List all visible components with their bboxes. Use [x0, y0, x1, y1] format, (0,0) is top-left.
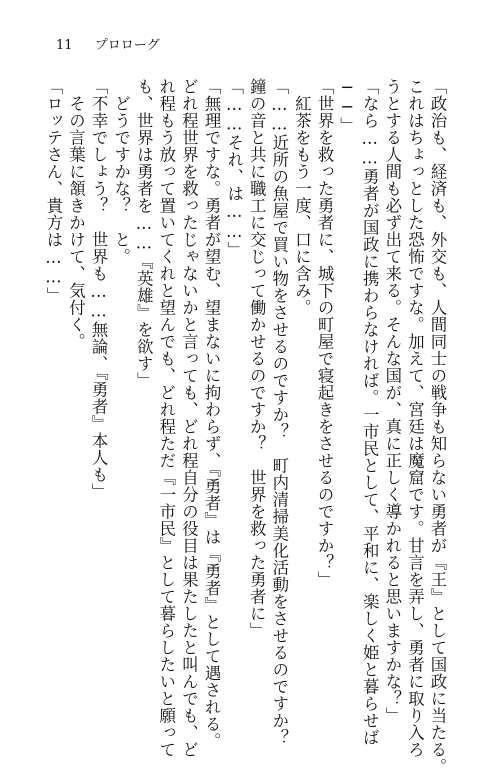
text-line-11: 「無理ですな。勇者が望む、望まないに拘わらず、『勇者』は『勇者』として遇される。 [202, 78, 222, 750]
text-line-13: れ程もう放って置いてくれと望んでも、どれ程ただ『一市民』として暮らしたいと願って [156, 78, 176, 758]
text-line-4: 「なら……勇者が国政に携わらなければ。一市民として、平和に、楽しく姫と暮らせば [360, 78, 380, 747]
text-line-2: これはちょっとした恐怖ですな。加えて、宮廷は魔窟です。甘言を弄し、勇者に取り入ろ [405, 78, 425, 758]
page-header [56, 38, 160, 54]
text-line-12: どれ程世界を救ったじゃないかと言っても、どれ程自分の役目は果たしたと叫んでも、ど [179, 78, 199, 758]
text-line-5: ──」 [337, 78, 357, 135]
text-line-17: その言葉に頷きかけて、気付く。 [66, 78, 86, 350]
text-line-3: うとする人間も必ず出て来る。そんな国が、真に正しく導かれると思いますかな？」 [382, 78, 402, 724]
text-line-15: どうですかな？ と。 [111, 78, 131, 265]
text-line-8: 「……近所の魚屋で買い物をさせるのですか？ 町内清掃美化活動をさせるのですか？ [269, 78, 289, 747]
text-line-16: 「不幸でしょう？ 世界も……無論、『勇者』本人も」 [89, 78, 109, 500]
text-line-9: 鐘の音と共に職工に交じって働かせるのですか？ 世界を救った勇者に」 [247, 78, 267, 639]
chapter-title: プロローグ [94, 38, 160, 53]
text-line-6: 「世界を救った勇者に、城下の町屋で寝起きをさせるのですか？」 [315, 78, 335, 588]
text-line-18: 「ロッテさん、貴方は……」 [43, 78, 63, 305]
text-line-14: も、世界は勇者を……『英雄』を欲す」 [134, 78, 154, 390]
text-line-1: 「政治も、経済も、外交も、人間同士の戦争も知らない勇者が『王』として国政に当たる。 [428, 78, 447, 775]
page-number: 11 [56, 38, 73, 53]
text-line-7: 紅茶をもう一度、口に含み。 [292, 78, 312, 316]
vertical-text-body [43, 78, 448, 775]
text-line-10: 「……それ、は……」 [224, 78, 244, 259]
